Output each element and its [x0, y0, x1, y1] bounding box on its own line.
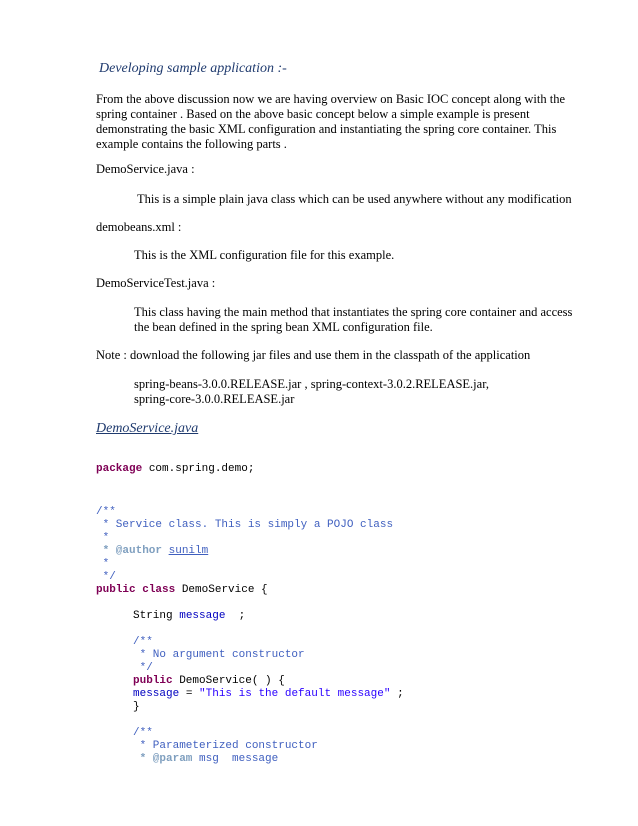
code-comment: /**: [133, 727, 153, 739]
intro-line: From the above discussion now we are having overview on Basic IOC concept along with the: [96, 92, 565, 106]
code-line: [96, 545, 208, 558]
part-desc-demobeans: This is the XML configuration file for this example.: [134, 248, 395, 262]
part-desc-demoservice: This is a simple plain java class which can be used anywhere without any modification: [137, 192, 572, 206]
intro-line: example contains the following parts .: [96, 137, 287, 151]
code-text: ;: [225, 610, 246, 622]
code-text: com.spring.demo;: [142, 463, 255, 475]
part-label-demoservice: DemoService.java :: [96, 162, 195, 176]
code-keyword: class: [142, 584, 176, 596]
jar-list-line: spring-core-3.0.0.RELEASE.jar: [134, 392, 295, 406]
code-doc-tag: * @param: [133, 753, 193, 765]
code-comment: *: [96, 532, 110, 544]
code-comment: * Parameterized constructor: [133, 740, 318, 752]
code-comment: */: [133, 662, 153, 674]
code-keyword: public: [96, 584, 136, 596]
code-line: [96, 584, 268, 597]
part-desc-demotest: the bean defined in the spring bean XML configuration file.: [134, 320, 433, 334]
code-doc-tag: * @author: [96, 545, 163, 557]
code-text: =: [179, 688, 200, 700]
intro-line: demonstrating the basic XML configuration and instantiating the spring core container. This: [96, 122, 557, 136]
code-text: ;: [390, 688, 404, 700]
code-author-name: sunilm: [168, 545, 209, 557]
code-field: message: [179, 610, 226, 622]
code-text: msg message: [192, 753, 279, 765]
code-text: DemoService {: [175, 584, 268, 596]
code-line: [133, 610, 245, 623]
code-line: }: [133, 701, 140, 713]
code-comment: /**: [133, 636, 153, 648]
code-comment: */: [96, 571, 116, 583]
note-text: Note : download the following jar files and use them in the classpath of the application: [96, 348, 531, 362]
code-field: message: [133, 688, 180, 700]
intro-line: spring container . Based on the above basic concept below a simple example is present: [96, 107, 530, 121]
part-label-demotest: DemoServiceTest.java :: [96, 276, 216, 290]
code-comment: *: [96, 558, 110, 570]
file-heading: DemoService.java: [96, 421, 199, 436]
code-comment: * Service class. This is simply a POJO class: [96, 519, 394, 531]
code-line: [96, 463, 254, 476]
code-keyword: package: [96, 463, 143, 475]
part-label-demobeans: demobeans.xml :: [96, 220, 182, 234]
code-line: [133, 675, 285, 688]
code-keyword: public: [133, 675, 173, 687]
code-comment: /**: [96, 506, 116, 518]
code-comment: * No argument constructor: [133, 649, 305, 661]
section-heading: Developing sample application :-: [99, 61, 287, 76]
code-line: [133, 753, 278, 766]
jar-list-line: spring-beans-3.0.0.RELEASE.jar , spring-context-3.0.2.RELEASE.jar,: [134, 377, 489, 391]
code-line: [133, 688, 404, 701]
code-text: String: [133, 610, 173, 622]
code-text: DemoService( ) {: [172, 675, 285, 687]
part-desc-demotest: This class having the main method that instantiates the spring core container and access: [134, 305, 573, 319]
code-string: "This is the default message": [199, 688, 391, 700]
